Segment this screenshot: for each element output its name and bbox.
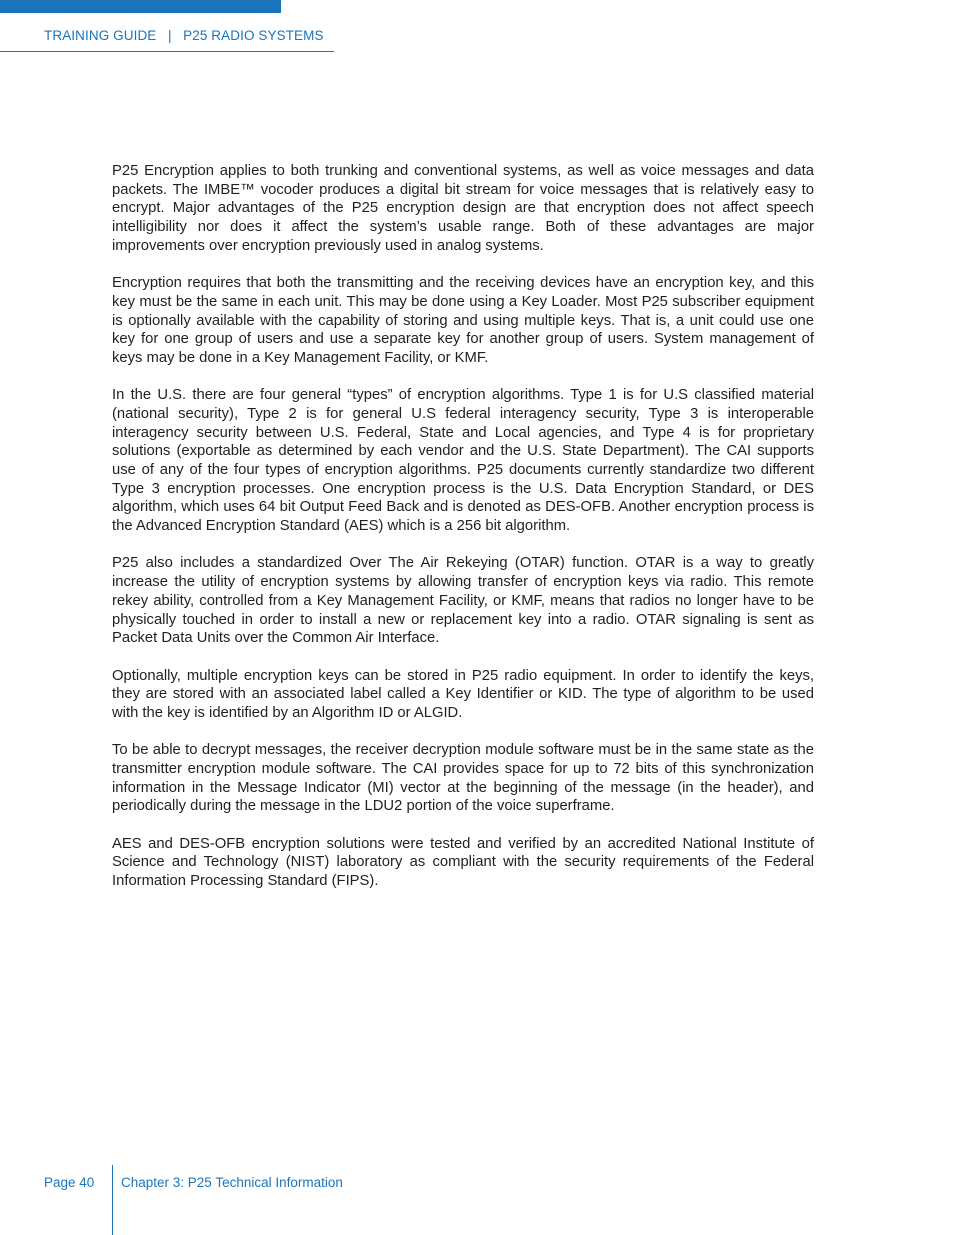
running-header: TRAINING GUIDE | P25 RADIO SYSTEMS	[44, 28, 324, 43]
paragraph-fips: AES and DES-OFB encryption solutions were tested and verified by an accredited National Institute of Science and Technology (NIST) laboratory as compliant with the security requirements of the Federal Information Processing Standard (FIPS).	[112, 835, 814, 890]
paragraph-decryption-sync: To be able to decrypt messages, the receiver decryption module software must be in the same state as the transmitter encryption module software. The CAI provides space for up to 72 bits of this synchronization information in the Message Indicator (MI) vector at the beginning of the message (in the header), and periodically during the message in the LDU2 portion of the voice superframe.	[112, 742, 814, 815]
footer-divider	[112, 1165, 113, 1235]
paragraph-encryption-overview: P25 Encryption applies to both trunking and conventional systems, as well as voice messages and data packets. The IMBE™ vocoder produces a digital bit stream for voice messages that is relatively easy to encrypt. Major advantages of the P25 encryption design are that encryption does not affect speech intelligibility nor does it affect the system’s usable range. Both of these advantages are major improvements over encryption previously used in analog systems.	[112, 163, 814, 254]
body-text	[112, 162, 814, 909]
paragraph-encryption-types: In the U.S. there are four general “types” of encryption algorithms. Type 1 is for U.S classified material (national security), Type 2 is for general U.S federal interagency security, Type 3 is interoperable interagency security between U.S. Federal, State and Local agencies, and Type 4 is for proprietary solutions (exportable as determined by each vendor and the U.S. State Department). The CAI supports use of any of the four types of encryption algorithms. P25 documents currently standardize two different Type 3 encryption processes. One encryption process is the U.S. Data Encryption Standard, or DES algorithm, which uses 64 bit Output Feed Back and is denoted as DES-OFB. Another encryption process is the Advanced Encryption Standard (AES) which is a 256 bit algorithm.	[112, 387, 814, 535]
header-rule	[0, 51, 334, 52]
paragraph-encryption-keys: Encryption requires that both the transmitting and the receiving devices have an encryption key, and this key must be the same in each unit. This may be done using a Key Loader. Most P25 subscriber equipment is optionally available with the capability of storing and using multiple keys. That is, a unit could use one key for one group of users and use a separate key for another group of users. System management of keys may be done in a Key Management Facility, or KMF.	[112, 275, 814, 366]
chapter-title: Chapter 3: P25 Technical Information	[121, 1175, 343, 1190]
paragraph-otar: P25 also includes a standardized Over The Air Rekeying (OTAR) function. OTAR is a way to greatly increase the utility of encryption systems by allowing transfer of encryption keys via radio. This remote rekey ability, controlled from a Key Management Facility, or KMF, means that radios no longer have to be physically touched in order to install a new or replacement key into a radio. OTAR signaling is sent as Packet Data Units over the Common Air Interface.	[112, 555, 814, 647]
page-number: Page 40	[44, 1175, 95, 1190]
header-accent-bar	[0, 0, 281, 13]
paragraph-key-identifier: Optionally, multiple encryption keys can be stored in P25 radio equipment. In order to identify the keys, they are stored with an associated label called a Key Identifier or KID. The type of algorithm to be used with the key is identified by an Algorithm ID or ALGID.	[112, 667, 814, 721]
